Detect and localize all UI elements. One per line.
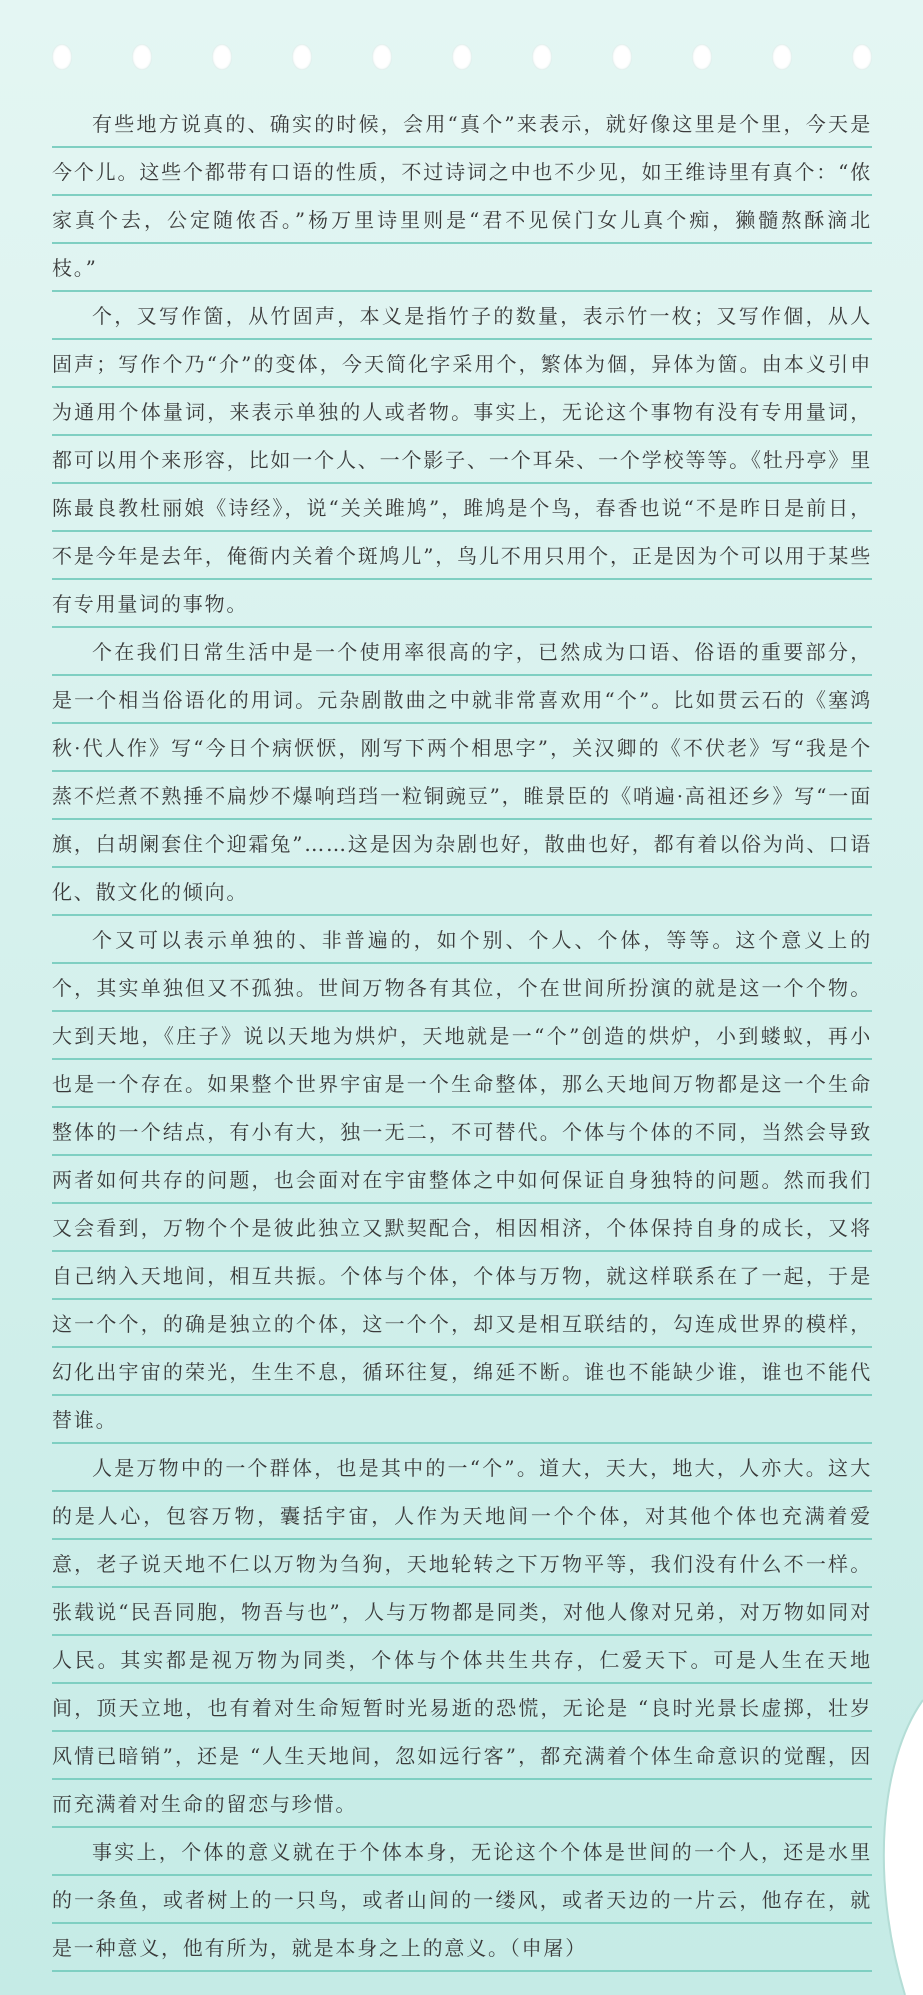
- binder-hole-icon: [532, 44, 552, 70]
- article-body: [52, 100, 872, 1972]
- binder-hole-icon: [452, 44, 472, 70]
- paragraph-5: 人是万物中的一个群体，也是其中的一“个”。道大，天大，地大，人亦大。这大的是人心，包容万物，囊括宇宙，人作为天地间一个个体，对其他个体也充满着爱意，老子说天地不仁以万物为刍狗，天地轮转之下万物平等，我们没有什么不一样。张载说“民吾同胞，物吾与也”，人与万物都是同类，对他人像对兄弟，对万物如同对人民。其实都是视万物为同类，个体与个体共生共存，仁爱天下。可是人生在天地间，顶天立地，也有着对生命短暂时光易逝的恐慌，无论是 “良时光景长虚掷，壮岁风情已暗销”，还是 “人生天地间，忽如远行客”，都充满着个体生命意识的觉醒，因而充满着对生命的留恋与珍惜。: [52, 1444, 872, 1828]
- paragraph-1: 有些地方说真的、确实的时候，会用“真个”来表示，就好像这里是个里，今天是今个儿。这些个都带有口语的性质，不过诗词之中也不少见，如王维诗里有真个：“侬家真个去，公定随侬否。”杨万里诗里则是“君不见侯门女儿真个痴，獭髓熬酥滴北枝。”: [52, 100, 872, 292]
- paragraph-3: 个在我们日常生活中是一个使用率很高的字，已然成为口语、俗语的重要部分，是一个相当俗语化的用词。元杂剧散曲之中就非常喜欢用“个”。比如贯云石的《塞鸿秋·代人作》写“今日个病恹恹，刚写下两个相思字”，关汉卿的《不伏老》写“我是个蒸不烂煮不熟捶不扁炒不爆响珰珰一粒铜豌豆”，睢景臣的《哨遍·高祖还乡》写“一面旗，白胡阑套住个迎霜兔”……这是因为杂剧也好，散曲也好，都有着以俗为尚、口语化、散文化的倾向。: [52, 628, 872, 916]
- paragraph-2: 个，又写作箇，从竹固声，本义是指竹子的数量，表示竹一枚；又写作個，从人固声；写作个乃“介”的变体，今天简化字采用个，繁体为個，异体为箇。由本义引申为通用个体量词，来表示单独的人或者物。事实上，无论这个事物有没有专用量词，都可以用个来形容，比如一个人、一个影子、一个耳朵、一个学校等等。《牡丹亭》里陈最良教杜丽娘《诗经》，说“关关雎鸠”，雎鸠是个鸟，春香也说“不是昨日是前日，不是今年是去年，俺衙内关着个斑鸠儿”，鸟儿不用只用个，正是因为个可以用于某些有专用量词的事物。: [52, 292, 872, 628]
- binder-hole-icon: [692, 44, 712, 70]
- binder-hole-icon: [52, 44, 72, 70]
- paragraph-6: 事实上，个体的意义就在于个体本身，无论这个个体是世间的一个人，还是水里的一条鱼，或者树上的一只鸟，或者山间的一缕风，或者天边的一片云，他存在，就是一种意义，他有所为，就是本身之上的意义。（申屠）: [52, 1828, 872, 1972]
- binder-holes: [0, 40, 923, 72]
- paragraph-4: 个又可以表示单独的、非普遍的，如个别、个人、个体，等等。这个意义上的个，其实单独但又不孤独。世间万物各有其位，个在世间所扮演的就是这一个个物。大到天地，《庄子》说以天地为烘炉，天地就是一“个”创造的烘炉，小到蝼蚁，再小也是一个存在。如果整个世界宇宙是一个生命整体，那么天地间万物都是这一个生命整体的一个结点，有小有大，独一无二，不可替代。个体与个体的不同，当然会导致两者如何共存的问题，也会面对在宇宙整体之中如何保证自身独特的问题。然而我们又会看到，万物个个是彼此独立又默契配合，相因相济，个体保持自身的成长，又将自己纳入天地间，相互共振。个体与个体，个体与万物，就这样联系在了一起，于是这一个个，的确是独立的个体，这一个个，却又是相互联结的，勾连成世界的模样，幻化出宇宙的荣光，生生不息，循环往复，绵延不断。谁也不能缺少谁，谁也不能代替谁。: [52, 916, 872, 1444]
- binder-hole-icon: [372, 44, 392, 70]
- binder-hole-icon: [772, 44, 792, 70]
- binder-hole-icon: [132, 44, 152, 70]
- binder-hole-icon: [212, 44, 232, 70]
- binder-hole-icon: [292, 44, 312, 70]
- binder-hole-icon: [852, 44, 872, 70]
- binder-hole-icon: [612, 44, 632, 70]
